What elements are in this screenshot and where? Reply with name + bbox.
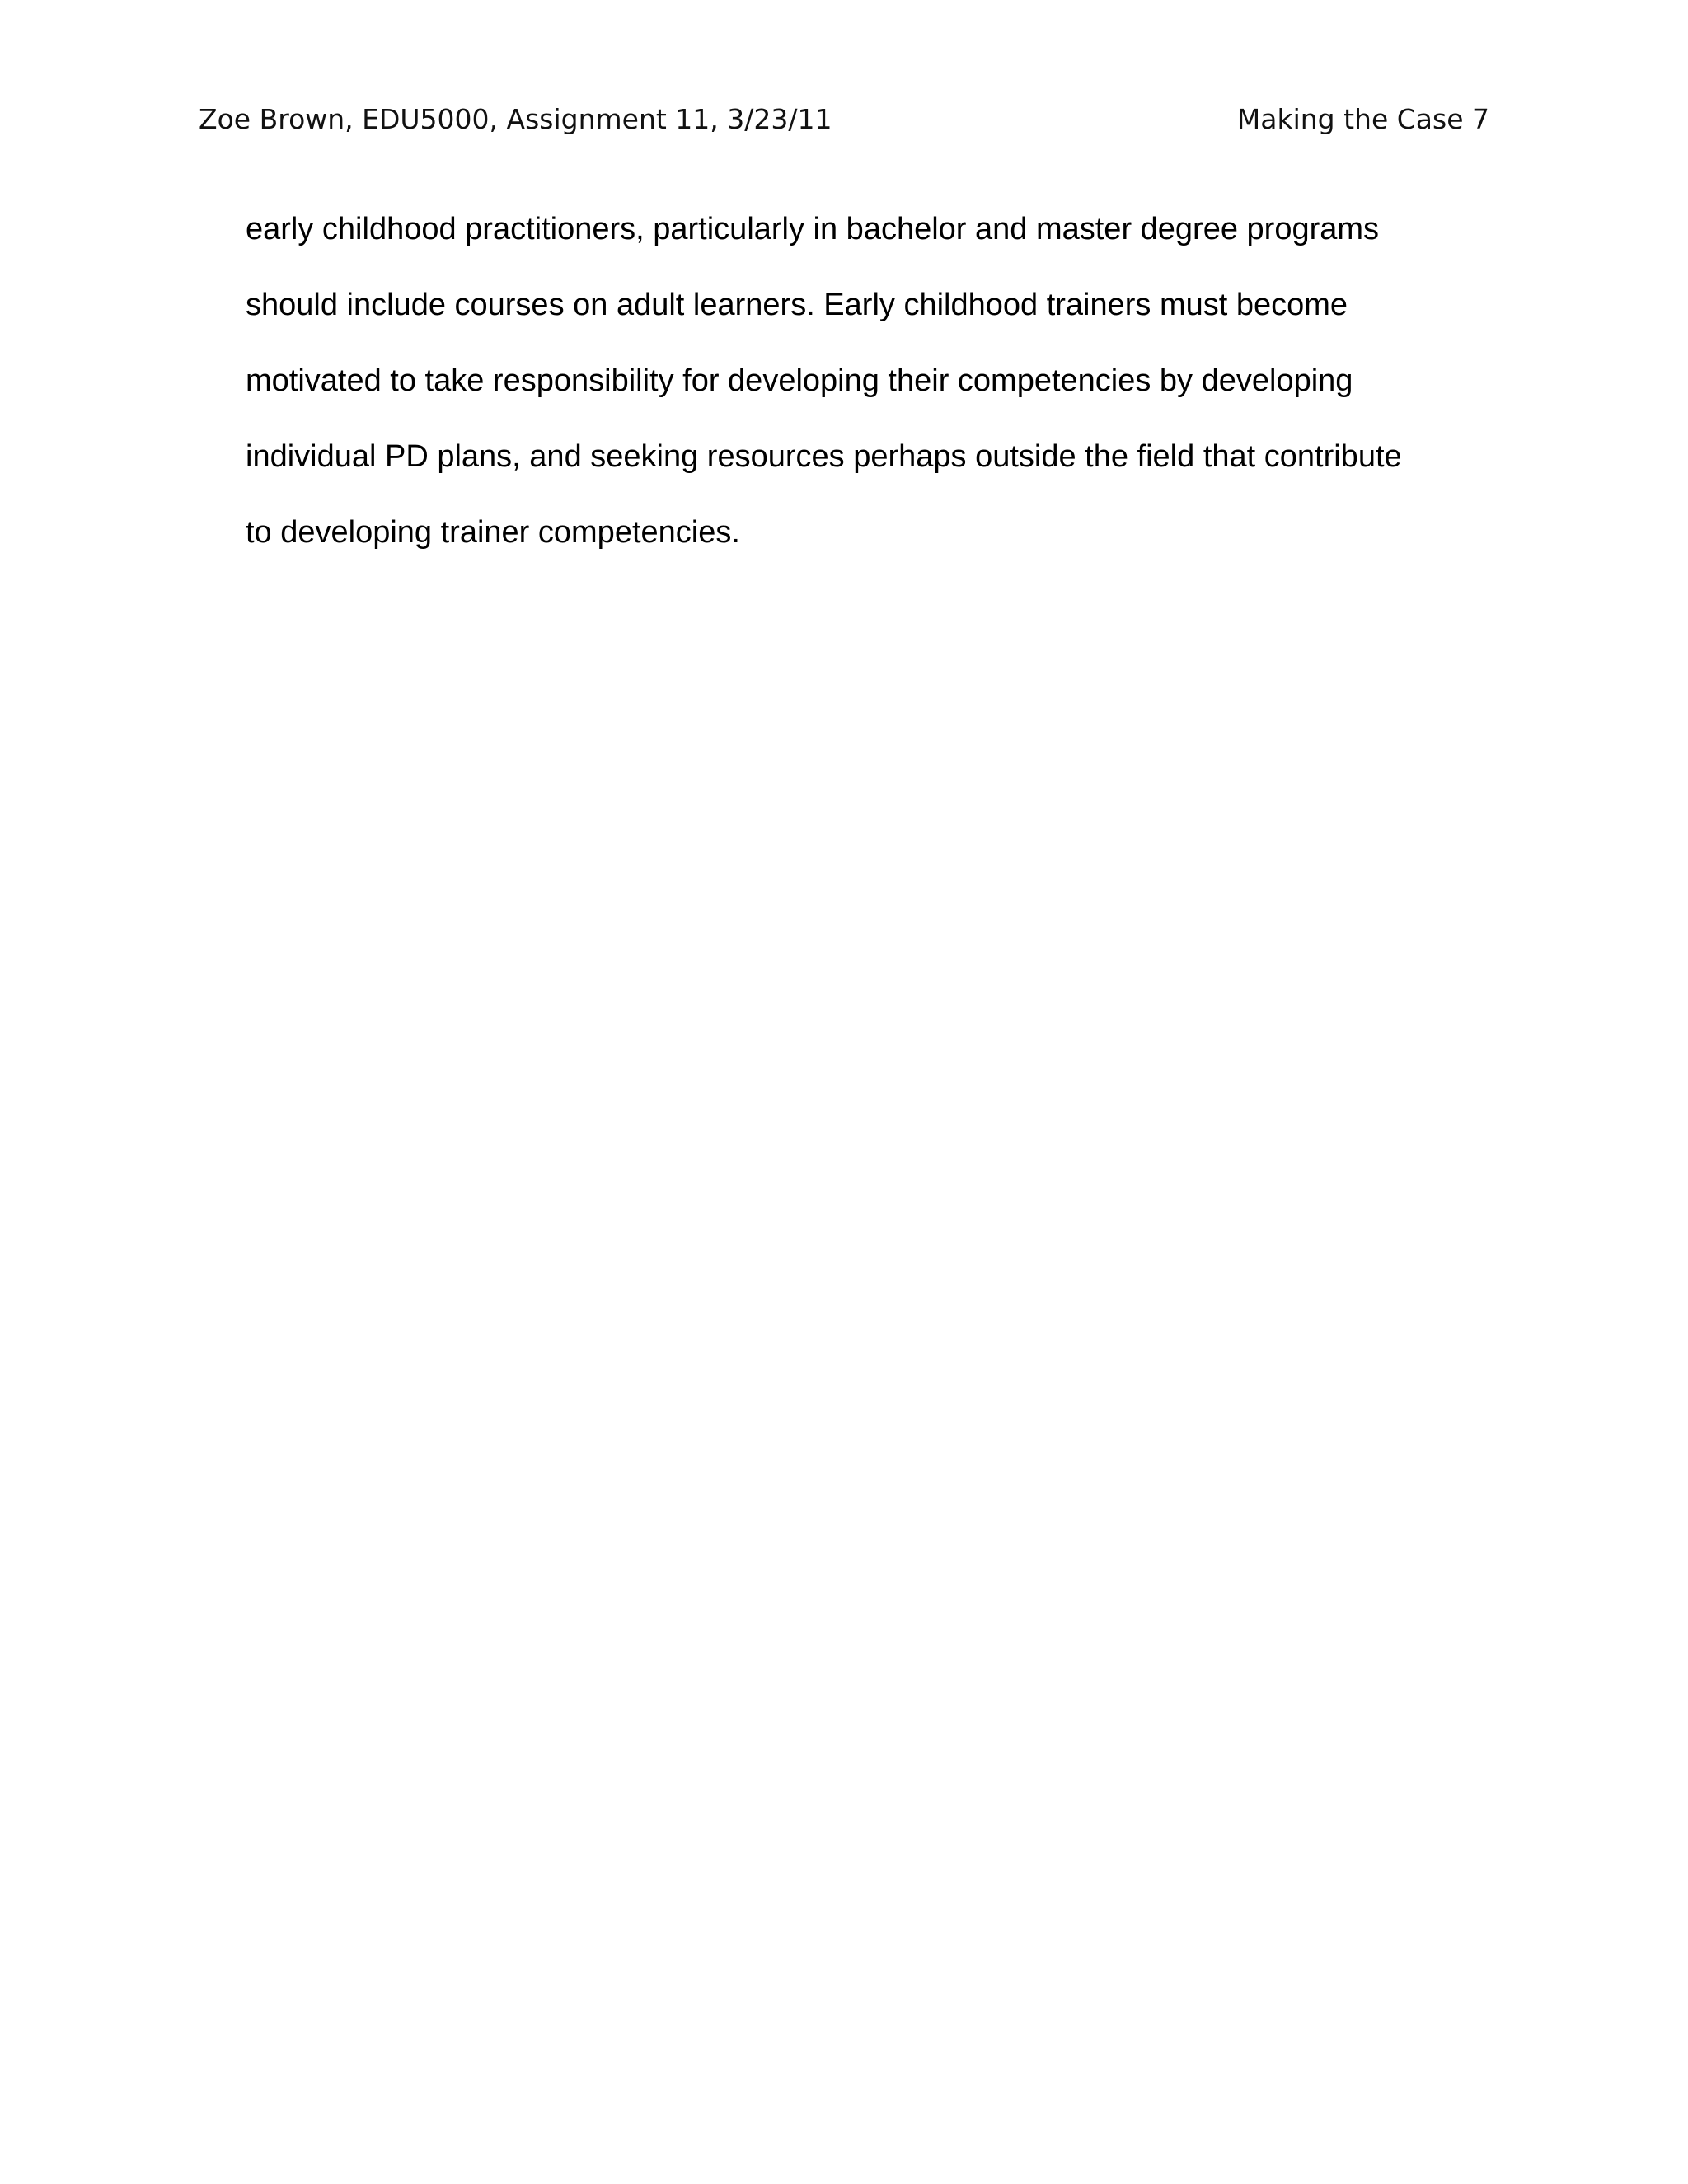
- header-page-title: Making the Case 7: [1236, 103, 1489, 135]
- running-header: [199, 99, 1489, 140]
- body-paragraph: [246, 201, 1482, 580]
- header-author-info: Zoe Brown, EDU5000, Assignment 11, 3/23/11: [199, 103, 832, 135]
- paragraph-line: motivated to take responsibility for developing their competencies by developing: [246, 363, 1353, 398]
- paragraph-line: early childhood practitioners, particularly in bachelor and master degree programs: [246, 212, 1380, 246]
- paragraph-line: should include courses on adult learners. Early childhood trainers must become: [246, 288, 1348, 322]
- paragraph-line: to developing trainer competencies.: [246, 515, 740, 550]
- paragraph-line: individual PD plans, and seeking resources perhaps outside the field that contribute: [246, 439, 1402, 474]
